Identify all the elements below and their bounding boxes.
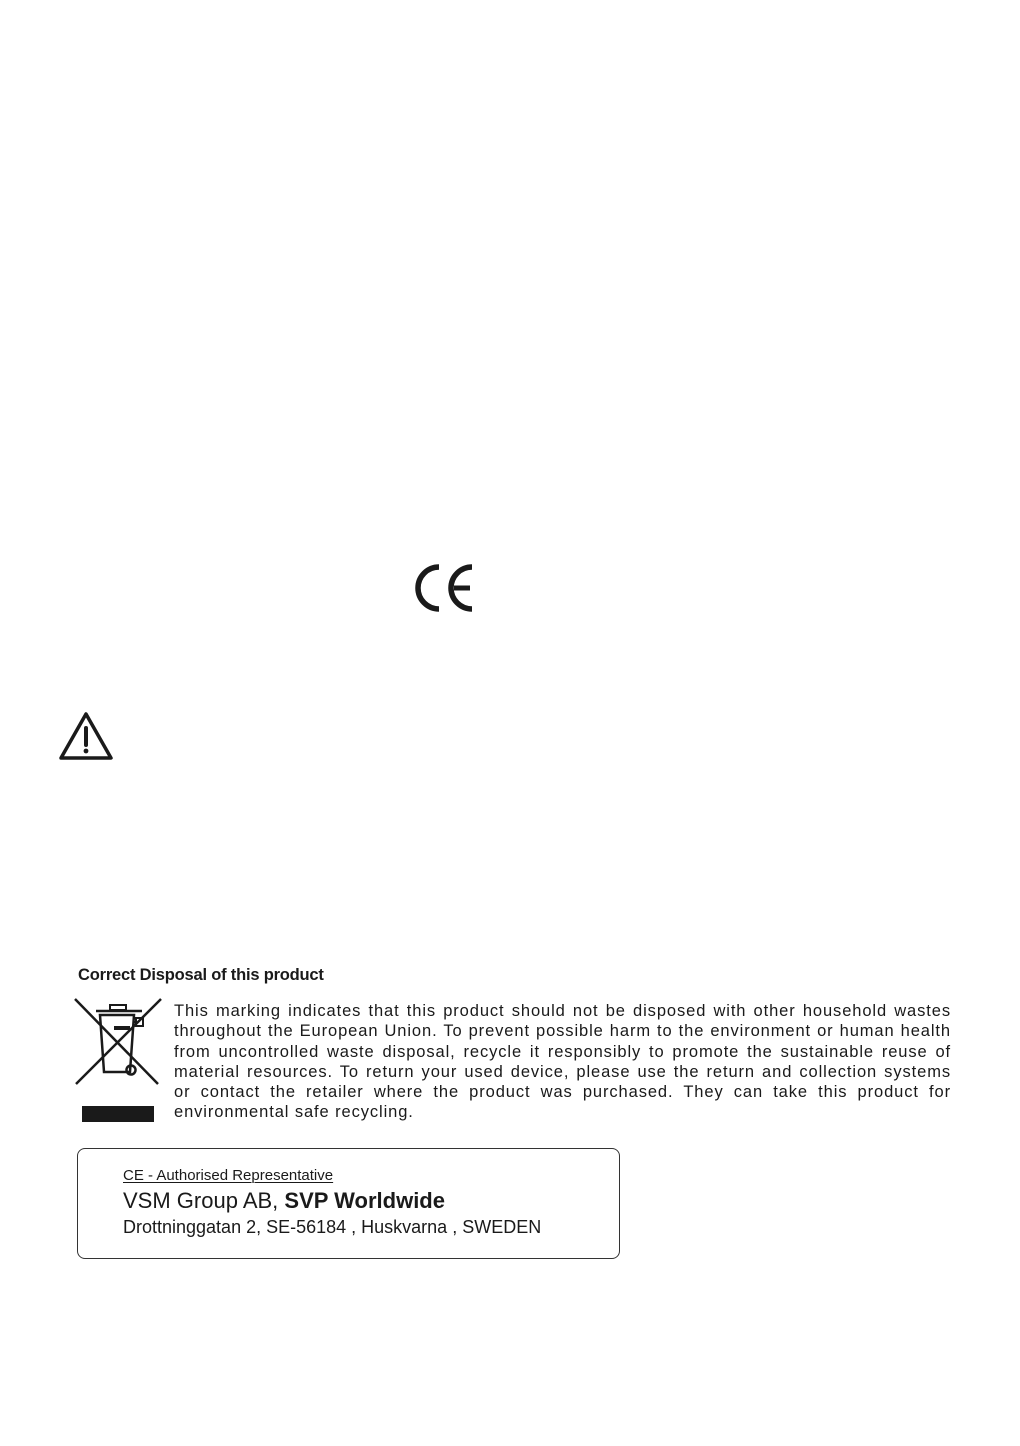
representative-heading: CE - Authorised Representative <box>123 1167 334 1184</box>
disposal-title: Correct Disposal of this product <box>78 966 324 984</box>
ce-mark-icon <box>414 563 476 613</box>
company-brand: SVP Worldwide <box>284 1188 445 1213</box>
warning-triangle-icon <box>58 711 114 761</box>
disposal-text: This marking indicates that this product should not be disposed with other household wastes throughout the European Union. To prevent possible harm to the environment or human health from uncontrolled waste disposal, recycle it responsibly to promote the sustainable reuse of material resources. To return your used device, please use the return and collection systems or contact the retailer where the product was purchased. They can take this product for environmental safe recycling. <box>174 1002 951 1122</box>
representative-address: Drottninggatan 2, SE-56184 , Huskvarna , SWEDEN <box>123 1217 542 1237</box>
representative-box <box>77 1148 620 1259</box>
representative-company <box>123 1188 445 1214</box>
company-name: VSM Group AB, <box>123 1188 279 1213</box>
crossed-out-wheelie-bin-icon <box>72 996 164 1124</box>
